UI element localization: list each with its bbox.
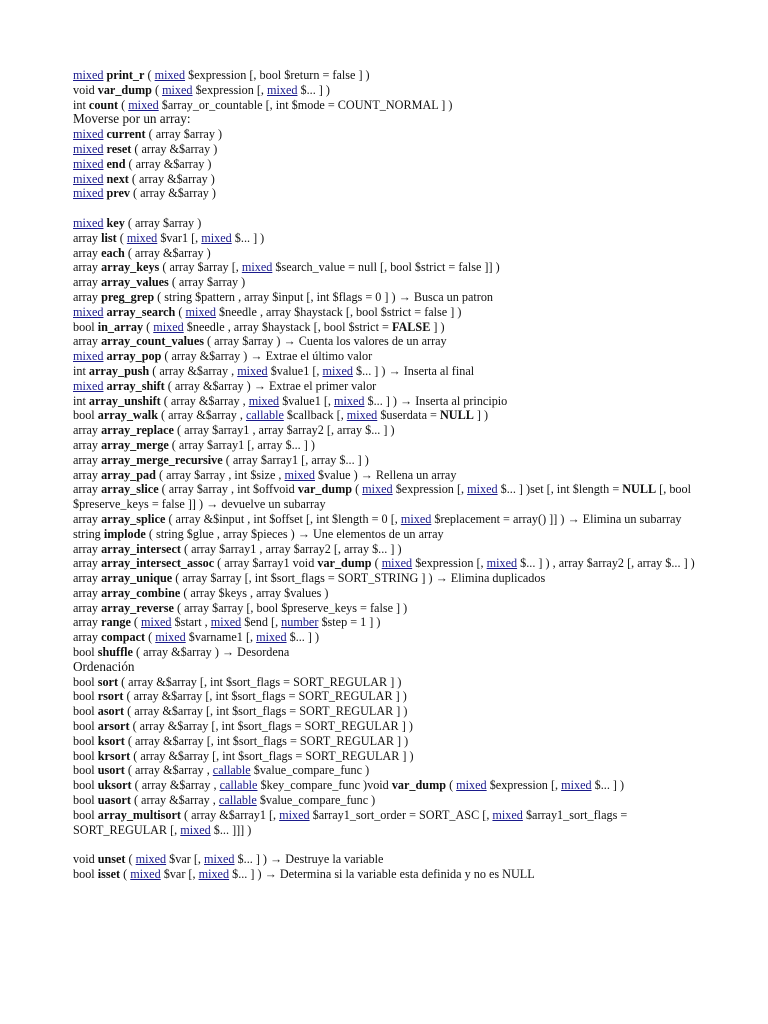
signature-text: array [73,541,102,556]
type-link[interactable]: mixed [256,630,287,645]
function-name: array_walk [97,408,158,423]
function-name: array_splice [101,511,166,526]
signature-text: ( [118,97,129,112]
signature-text: $needle , array $haystack [, bool $strict = false ] ) [215,304,462,319]
signature-text: ( array $array [, int $sort_flags = SORT_STRING ] ) → Elimina duplicados [172,571,546,586]
signature-text: $... ] ) [297,82,330,97]
type-link[interactable]: mixed [73,215,104,230]
type-link[interactable]: number [281,615,319,630]
signature-text: void [73,82,98,97]
function-signature-line [73,689,703,704]
function-name: prev [106,186,130,201]
signature-text: $key_compare_func )void [257,778,392,793]
signature-text: $search_value = null [, bool $strict = false ]] ) [272,260,500,275]
signature-text: $needle , array $haystack [, bool $strict = [183,319,392,334]
function-name: array_keys [101,260,160,275]
type-link[interactable]: mixed [201,230,232,245]
function-signature-line [73,68,703,83]
type-link[interactable]: mixed [135,852,167,867]
signature-text: ( array &$array [, int $sort_flags = SORT_REGULAR ] ) [130,748,414,763]
signature-text: bool [73,778,98,793]
signature-text: $array_or_countable [, int $mode = COUNT_NORMAL ] ) [158,97,453,112]
function-name: array_intersect_assoc [101,556,215,571]
function-name: array_combine [101,585,181,600]
function-signature-line [73,349,703,364]
type-link[interactable]: mixed [162,82,193,97]
function-signature-line [73,615,703,630]
function-signature-line [73,867,703,882]
function-name: array_intersect [101,541,181,556]
signature-text: int [73,97,89,112]
function-name: shuffle [97,645,133,660]
function-signature-line [73,852,703,867]
function-signature-line [73,763,703,778]
function-signature-line [73,275,703,290]
type-link[interactable]: mixed [73,68,104,82]
function-signature-line [73,305,703,320]
type-link[interactable]: callable [218,793,257,808]
signature-text: bool [73,674,98,689]
type-link[interactable]: mixed [561,778,592,793]
signature-text: string [73,526,104,541]
signature-text: ] ) [430,319,445,334]
signature-text: $value1 [, [279,393,334,408]
function-name: unset [97,852,126,867]
signature-text: array [73,585,102,600]
function-name: array_pop [106,349,162,364]
signature-text: void [73,852,98,867]
signature-text: $varname1 [, [185,630,257,645]
function-signature-line [73,334,703,349]
signature-text: ( array &$array ) [131,141,218,156]
type-link[interactable]: mixed [73,171,104,186]
type-link[interactable]: mixed [381,556,413,571]
function-name: range [101,615,131,630]
signature-text: ( array $array ) [145,127,223,142]
function-signature-line [73,127,703,142]
function-signature-line [73,364,703,379]
signature-text: array [73,289,102,304]
function-signature-line [73,260,703,275]
signature-text: $value ) → Rellena un array [314,467,457,482]
function-signature-line [73,423,703,438]
signature-text: ( [143,319,154,334]
type-link[interactable]: mixed [153,319,184,334]
signature-text: array [73,511,102,526]
signature-text: array [73,630,102,645]
signature-text: bool [73,704,98,719]
function-name: array_merge_recursive [101,452,223,467]
type-link[interactable]: mixed [155,630,186,645]
signature-text: bool [73,408,98,423]
function-signature-line [73,231,703,246]
signature-text: ( array &$array ) → Extrae el primer valor [164,378,377,393]
signature-text: array [73,452,102,467]
signature-text: array [73,245,102,260]
function-name: implode [103,526,146,541]
signature-text: $expression [, bool $return = false ] ) [185,68,370,82]
section-heading: Moverse por un array: [73,111,191,127]
signature-text: [, bool $preserve_keys = false ]] ) → devuelve un subarray [73,482,695,512]
function-signature-line [73,749,703,764]
type-link[interactable]: mixed [492,807,523,822]
function-name: array_shift [106,378,165,393]
signature-text: ( array &$array , [124,763,213,778]
signature-text: ( [446,778,457,793]
signature-text: ( [175,304,186,319]
blank-line [73,201,703,216]
function-name: compact [101,630,146,645]
type-link[interactable]: mixed [204,852,235,867]
function-name: array_push [88,363,150,378]
signature-text: array [73,482,102,497]
function-name: array_count_values [101,334,204,349]
function-name: current [106,127,146,142]
function-name: print_r [106,68,145,82]
signature-text: bool [73,733,98,748]
function-signature-line [73,468,703,483]
function-name: next [106,171,129,186]
type-link[interactable]: mixed [73,141,104,156]
signature-text: array [73,556,102,571]
function-signature-line [73,438,703,453]
signature-text: $... ] ) → Destruye la variable [234,852,384,867]
function-signature-line [73,645,703,660]
function-signature-line [73,556,703,571]
signature-text: array [73,615,102,630]
function-signature-line [73,379,703,394]
type-link[interactable]: mixed [237,363,268,378]
function-signature-line [73,808,703,838]
signature-text: $array1_sort_order = SORT_ASC [, [309,807,493,822]
signature-text: ( array &$array ) [125,156,212,171]
function-name: count [88,97,119,112]
function-name: array_reverse [101,600,174,615]
signature-text: ( array &$array , [157,408,246,423]
signature-text: ( array &$array [, int $sort_flags = SORT_REGULAR ] ) [124,733,409,748]
function-name: var_dump [297,482,353,497]
signature-text: ( array &$array ) [124,245,211,260]
signature-text: ( array $array1 void [214,556,318,571]
signature-text: ( [145,630,156,645]
type-link[interactable]: mixed [198,867,230,882]
function-signature-line [73,320,703,335]
signature-text: ( array $keys , array $values ) [180,585,329,600]
signature-text: ( array $array1 , array $array2 [, array $... ] ) [180,541,402,556]
function-name: FALSE [391,319,431,334]
type-link[interactable]: mixed [73,127,104,142]
signature-text: $var1 [, [157,230,202,245]
type-link[interactable]: mixed [141,615,172,630]
function-signature-line [73,482,703,512]
type-link[interactable]: mixed [456,778,487,793]
signature-text: array [73,571,102,586]
function-name: var_dump [317,556,372,571]
function-name: reset [106,141,132,156]
signature-text: ( array &$array ) → Extrae el último valor [161,349,373,364]
type-link[interactable]: mixed [130,867,161,882]
signature-text: $... ] ) [286,630,320,645]
signature-text: ( array &$array ) → Desordena [132,645,290,660]
signature-text: ( array &$array , [149,363,238,378]
signature-text: ( string $pattern , array $input [, int $flags = 0 ] ) → Busca un patron [154,289,494,304]
signature-text: int [73,363,89,378]
type-link[interactable]: mixed [333,393,365,408]
signature-text: bool [73,763,98,778]
type-link[interactable]: mixed [180,822,211,837]
signature-text: ( array &$array1 [, [180,807,280,822]
signature-text: array [73,600,102,615]
function-signature-line [73,246,703,261]
function-signature-line [73,172,703,187]
signature-text: bool [73,645,98,660]
function-name: NULL [439,408,474,423]
type-link[interactable]: callable [245,408,284,423]
type-link[interactable]: mixed [73,378,104,393]
type-link[interactable]: mixed [467,482,498,497]
function-signature-line [73,216,703,231]
signature-text: $expression [, [412,556,487,571]
signature-text: $expression [, [392,482,468,497]
type-link[interactable]: mixed [362,482,393,497]
function-name: sort [97,674,119,689]
signature-text: ( [116,230,127,245]
signature-text: ( array &$array ) [128,171,215,186]
signature-text: array [73,437,102,452]
signature-text: bool [73,689,98,704]
function-name: key [106,215,125,230]
type-link[interactable]: mixed [346,408,378,423]
function-name: rsort [97,689,124,704]
signature-text: $callback [, [283,408,347,423]
function-name: array_unique [101,571,173,586]
signature-text: ( [130,615,142,630]
signature-text: ( array $array ) → Cuenta los valores de un array [204,334,447,349]
signature-text: $step = 1 ] ) [318,615,381,630]
signature-text: $end [, [241,615,282,630]
signature-text: ( [371,556,382,571]
signature-text: ( array $array1 [, array $... ] ) [222,452,369,467]
signature-text: $... ] ) [591,778,625,793]
signature-text: ( array $array , int $size , [155,467,285,482]
signature-text: ( [151,82,163,97]
section-heading: Ordenación [73,658,135,674]
function-signature-line [73,571,703,586]
function-name: usort [97,763,125,778]
type-link[interactable]: mixed [267,82,298,97]
type-link[interactable]: mixed [400,511,432,526]
signature-text: $... ] ) → Inserta al final [352,363,475,378]
signature-text: ( array &$array [, int $sort_flags = SORT_REGULAR ] ) [124,704,408,719]
type-link[interactable]: mixed [73,349,104,364]
signature-text: array [73,423,102,438]
signature-text: $value_compare_func ) [256,793,376,808]
function-name: end [106,156,126,171]
signature-text: $... ] )set [, int $length = [497,482,623,497]
type-link[interactable]: mixed [185,304,216,319]
function-name: array_slice [101,482,159,497]
signature-text: ( array $array [, [159,260,242,275]
function-name: asort [97,704,125,719]
function-name: uksort [97,778,132,793]
function-signature-line [73,512,703,527]
function-name: array_unshift [88,393,161,408]
function-name: array_values [101,275,169,290]
function-signature-line [73,542,703,557]
signature-text: array [73,230,102,245]
signature-text: $value1 [, [267,363,323,378]
signature-text: array [73,275,102,290]
signature-text: ( array &$array , [131,778,220,793]
type-link[interactable]: mixed [73,156,104,171]
signature-text: ( array &$array [, int $sort_flags = SORT_REGULAR ] ) [123,689,407,704]
function-signature-line [73,778,703,793]
function-signature-line [73,704,703,719]
signature-text: ( array &$array [, int $sort_flags = SORT_REGULAR ] ) [118,674,402,689]
type-link[interactable]: mixed [126,230,158,245]
signature-text: ( array &$array ) [130,186,216,201]
signature-text: bool [73,867,98,882]
function-name: krsort [97,748,131,763]
function-signature-line [73,675,703,690]
function-signature-line [73,142,703,157]
type-link[interactable]: mixed [322,363,353,378]
function-signature-line [73,734,703,749]
signature-text: $start , [171,615,211,630]
signature-text: ( [352,482,363,497]
function-signature-line [73,394,703,409]
function-name: array_merge [101,437,169,452]
function-signature-line [73,98,703,113]
signature-text: $value_compare_func ) [250,763,370,778]
type-link[interactable]: mixed [486,556,518,571]
type-link[interactable]: mixed [73,186,104,201]
signature-text: $... ]]] ) [210,822,252,837]
signature-text: ( array $array ) [124,215,202,230]
function-signature-line [73,601,703,616]
signature-text: $... ] ) → Inserta al principio [364,393,508,408]
function-signature-line [73,586,703,601]
function-signature-line [73,793,703,808]
signature-text: ( array &$input , int $offset [, int $length = 0 [, [165,511,401,526]
signature-text: $expression [, [486,778,562,793]
function-name: in_array [97,319,144,334]
function-name: NULL [622,482,657,497]
signature-text: $replacement = array() ]] ) → Elimina un subarray [431,511,682,526]
signature-text: $array1_sort_flags = SORT_REGULAR [, [73,807,631,837]
signature-text: int [73,393,89,408]
function-name: array_multisort [97,807,181,822]
signature-text: ( [120,867,131,882]
function-name: list [101,230,117,245]
php-array-functions-document [73,68,703,882]
function-name: var_dump [97,82,152,97]
signature-text: ( array $array [, bool $preserve_keys = false ] ) [173,600,408,615]
function-name: each [101,245,125,260]
signature-text: ( array $array ) [168,275,246,290]
signature-text: ( array &$array [, int $sort_flags = SORT_REGULAR ] ) [129,719,413,734]
signature-text: bool [73,719,98,734]
blank-line [73,837,703,852]
type-link[interactable]: mixed [154,68,186,82]
function-signature-line [73,408,703,423]
function-name: array_replace [101,423,174,438]
signature-text: $... ] ) [231,230,265,245]
signature-text: ] ) [473,408,489,423]
function-name: isset [97,867,121,882]
type-link[interactable]: mixed [128,97,159,112]
type-link[interactable]: mixed [210,615,242,630]
function-signature-line [73,186,703,201]
signature-text: ( array &$array , [130,793,219,808]
function-signature-line [73,630,703,645]
function-name: arsort [97,719,130,734]
function-name: uasort [97,793,131,808]
signature-text: ( string $glue , array $pieces ) → Une elementos de un array [145,526,444,541]
signature-text: ( array &$array , [160,393,249,408]
function-name: preg_grep [101,289,155,304]
function-signature-line [73,157,703,172]
signature-text: $... ] ) , array $array2 [, array $... ] ) [517,556,695,571]
signature-text: ( array $array , int $offvoid [158,482,298,497]
type-link[interactable]: callable [212,763,251,778]
signature-text: $... ] ) → Determina si la variable esta definida y no es NULL [229,867,535,882]
signature-text: $expression [, [192,82,267,97]
signature-text: ( array $array1 [, array $... ] ) [168,437,315,452]
signature-text: array [73,467,102,482]
type-link[interactable]: mixed [73,304,104,319]
type-link[interactable]: mixed [241,260,273,275]
function-signature-line [73,527,703,542]
type-link[interactable]: mixed [279,807,310,822]
type-link[interactable]: mixed [284,467,315,482]
signature-text: $userdata = [377,408,440,423]
signature-text: ( array $array1 , array $array2 [, array $... ] ) [173,423,395,438]
signature-text: bool [73,319,98,334]
signature-text: array [73,260,102,275]
type-link[interactable]: callable [219,778,258,793]
function-name: array_pad [101,467,156,482]
signature-text: bool [73,807,98,822]
function-signature-line [73,719,703,734]
function-name: ksort [97,733,125,748]
signature-text: array [73,334,102,349]
signature-text: $var [, [160,867,199,882]
signature-text: $var [, [166,852,205,867]
signature-text: bool [73,748,98,763]
type-link[interactable]: mixed [248,393,280,408]
signature-text: bool [73,793,98,808]
function-signature-line [73,453,703,468]
signature-text: ( [125,852,136,867]
function-signature-line [73,290,703,305]
function-signature-line [73,83,703,98]
signature-text: ( [144,68,155,82]
function-name: var_dump [391,778,447,793]
function-name: array_search [106,304,176,319]
